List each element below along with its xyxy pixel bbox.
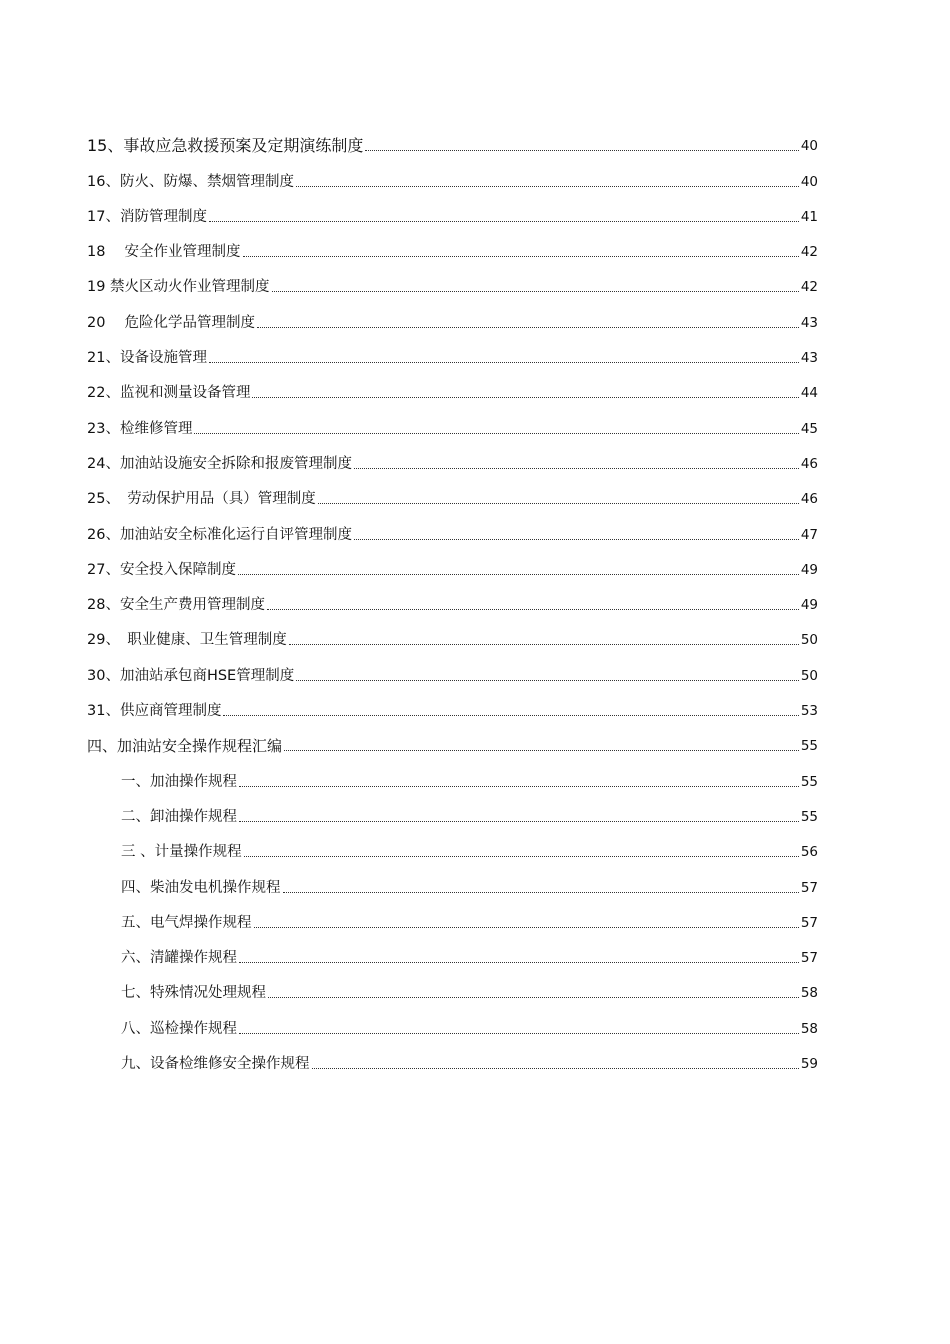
toc-section-heading[interactable] [87,720,818,755]
toc-entry[interactable] [87,473,818,508]
toc-entry[interactable] [87,155,818,190]
toc-entry[interactable] [87,332,818,367]
toc-entry-title: 五、电气焊操作规程 [121,914,252,931]
dot-leader [365,149,798,151]
toc-entry-title: 七、特殊情况处理规程 [121,985,266,1002]
toc-entry-page: 46 [800,491,818,508]
toc-entry-title: 六、清罐操作规程 [121,950,237,967]
toc-sub-entry[interactable] [87,755,818,790]
toc-entry-title: 20 危险化学品管理制度 [87,314,256,331]
toc-sub-entry[interactable] [87,967,818,1002]
toc-entry[interactable] [87,367,818,402]
toc-entry-title: 17、消防管理制度 [87,208,207,225]
dot-leader [239,785,799,787]
dot-leader [257,326,799,328]
toc-entry-page: 59 [800,1056,818,1073]
toc-entry-title: 四、柴油发电机操作规程 [121,879,281,896]
dot-leader [318,502,799,504]
toc-entry[interactable] [87,226,818,261]
toc-entry-title: 一、加油操作规程 [121,773,237,790]
toc-entry[interactable] [87,296,818,331]
toc-entry[interactable] [87,614,818,649]
toc-entry[interactable] [87,191,818,226]
dot-leader [289,643,799,645]
dot-leader [283,891,799,893]
dot-leader [254,926,799,928]
toc-entry[interactable] [87,685,818,720]
toc-sub-entry[interactable] [87,1038,818,1073]
toc-entry-page: 44 [800,385,818,402]
toc-entry[interactable] [87,579,818,614]
dot-leader [223,714,798,716]
dot-leader [244,855,799,857]
toc-entry-title: 25、 劳动保护用品（具）管理制度 [87,491,316,508]
toc-sub-entry[interactable] [87,897,818,932]
toc-entry[interactable] [87,261,818,296]
toc-entry[interactable] [87,649,818,684]
toc-entry[interactable] [87,120,818,155]
dot-leader [252,396,798,398]
toc-entry[interactable] [87,508,818,543]
dot-leader [268,996,799,998]
toc-entry-title: 23、检维修管理 [87,420,193,437]
toc-entry-page: 57 [800,914,818,931]
toc-sub-entry[interactable] [87,1002,818,1037]
dot-leader [243,255,799,257]
dot-leader [239,820,799,822]
dot-leader [296,185,799,187]
dot-leader [194,432,798,434]
toc-entry-page: 49 [800,561,818,578]
toc-sub-entry[interactable] [87,932,818,967]
toc-entry-title: 24、加油站设施安全拆除和报废管理制度 [87,455,352,472]
toc-sub-entry[interactable] [87,861,818,896]
toc-entry-page: 40 [800,173,818,190]
toc-entry-page: 56 [800,844,818,861]
toc-entry-title: 29、 职业健康、卫生管理制度 [87,632,287,649]
toc-entry-page: 49 [800,597,818,614]
dot-leader [267,608,799,610]
toc-entry-title: 26、加油站安全标准化运行自评管理制度 [87,526,352,543]
table-of-contents [87,120,818,1073]
toc-entry-page: 50 [800,667,818,684]
toc-entry-title: 28、安全生产费用管理制度 [87,597,265,614]
toc-entry-page: 55 [800,808,818,825]
dot-leader [312,1067,799,1069]
toc-entry-title: 21、设备设施管理 [87,350,207,367]
toc-entry-page: 58 [800,985,818,1002]
toc-entry-page: 42 [800,244,818,261]
toc-entry[interactable] [87,544,818,579]
dot-leader [239,1032,799,1034]
toc-entry-page: 43 [800,350,818,367]
toc-entry[interactable] [87,438,818,473]
toc-entry-page: 47 [800,526,818,543]
dot-leader [239,961,799,963]
toc-entry[interactable] [87,402,818,437]
toc-entry-page: 57 [800,950,818,967]
toc-entry-title: 九、设备检维修安全操作规程 [121,1056,310,1073]
toc-entry-title: 30、加油站承包商HSE管理制度 [87,667,295,684]
toc-entry-page: 45 [800,420,818,437]
toc-entry-page: 42 [800,279,818,296]
toc-entry-page: 57 [800,879,818,896]
toc-entry-title: 27、安全投入保障制度 [87,561,236,578]
toc-entry-page: 41 [800,208,818,225]
toc-entry-title: 15、事故应急救援预案及定期演练制度 [87,136,364,156]
toc-entry-title: 四、加油站安全操作规程汇编 [87,737,283,756]
toc-entry-title: 八、巡检操作规程 [121,1020,237,1037]
toc-entry-page: 55 [800,773,818,790]
toc-sub-entry[interactable] [87,791,818,826]
toc-entry-page: 55 [800,738,818,755]
dot-leader [296,679,799,681]
toc-entry-page: 43 [800,314,818,331]
toc-entry-page: 40 [800,138,818,155]
toc-entry-title: 31、供应商管理制度 [87,703,222,720]
toc-entry-title: 18 安全作业管理制度 [87,244,241,261]
toc-entry-title: 二、卸油操作规程 [121,808,237,825]
toc-entry-page: 46 [800,455,818,472]
dot-leader [272,290,799,292]
toc-entry-page: 53 [800,703,818,720]
toc-entry-title: 19 禁火区动火作业管理制度 [87,279,270,296]
toc-entry-title: 三 、计量操作规程 [121,844,242,861]
toc-entry-title: 22、监视和测量设备管理 [87,385,251,402]
dot-leader [354,467,799,469]
dot-leader [354,538,799,540]
toc-sub-entry[interactable] [87,826,818,861]
dot-leader [284,749,799,751]
dot-leader [238,573,799,575]
dot-leader [209,220,799,222]
toc-entry-page: 50 [800,632,818,649]
toc-entry-page: 58 [800,1020,818,1037]
toc-entry-title: 16、防火、防爆、禁烟管理制度 [87,173,294,190]
dot-leader [209,361,799,363]
